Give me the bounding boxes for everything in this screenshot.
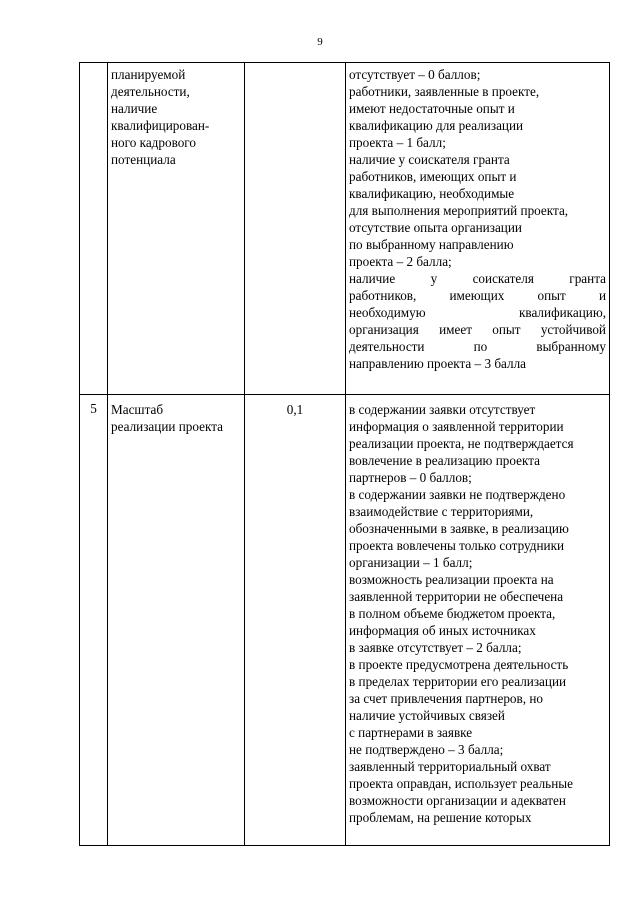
description-line: реализации проекта, не подтверждается — [349, 436, 574, 451]
criterion-line: квалифицирован- — [111, 118, 210, 133]
description-line: проблемам, на решение которых — [349, 810, 532, 825]
description-line: наличие у соискателя гранта — [349, 271, 606, 286]
description-line: в содержании заявки отсутствует — [349, 402, 536, 417]
criterion-line: реализации проекта — [111, 419, 224, 434]
description-line: проекта вовлечены только сотрудники — [349, 538, 565, 553]
description-line: в проекте предусмотрена деятельность — [349, 657, 569, 672]
description-line: для выполнения мероприятий проекта, — [349, 203, 569, 218]
description-line: отсутствует – 0 баллов; — [349, 67, 481, 82]
criterion-cell — [108, 63, 245, 395]
description-line: возможность реализации проекта на — [349, 572, 554, 587]
weight-cell: 0,1 — [245, 395, 346, 846]
description-line: вовлечение в реализацию проекта — [349, 453, 540, 468]
description-line: заявленной территории не обеспечена — [349, 589, 564, 604]
description-line: информация об иных источниках — [349, 623, 536, 638]
description-line: деятельности по выбранному — [349, 339, 606, 354]
description-line: работники, заявленные в проекте, — [349, 84, 540, 99]
table-row — [80, 395, 610, 846]
criterion-line: наличие — [111, 101, 158, 116]
description-line: работников, имеющих опыт и — [349, 288, 606, 303]
description-line: по выбранному направлению — [349, 237, 514, 252]
description-line: направлению проекта – 3 балла — [349, 356, 527, 371]
description-line: квалификацию, необходимые — [349, 186, 515, 201]
description-line: организация имеет опыт устойчивой — [349, 322, 606, 337]
description-line: информация о заявленной территории — [349, 419, 564, 434]
description-line: с партнерами в заявке — [349, 725, 473, 740]
description-line: в полном объеме бюджетом проекта, — [349, 606, 556, 621]
criterion-line: Масштаб — [111, 402, 164, 417]
description-line: организации – 1 балл; — [349, 555, 473, 570]
description-line: проекта – 1 балл; — [349, 135, 446, 150]
criterion-line: деятельности, — [111, 84, 190, 99]
description-line: проекта – 2 балла; — [349, 254, 452, 269]
row-number — [80, 63, 108, 395]
description-line: отсутствие опыта организации — [349, 220, 522, 235]
weight-cell — [245, 63, 346, 395]
row-number: 5 — [80, 395, 108, 846]
description-line: наличие устойчивых связей — [349, 708, 505, 723]
table-row — [80, 63, 610, 395]
description-line: имеют недостаточные опыт и — [349, 101, 515, 116]
description-line: наличие у соискателя гранта — [349, 152, 510, 167]
description-line: партнеров – 0 баллов; — [349, 470, 472, 485]
description-line: в заявке отсутствует – 2 балла; — [349, 640, 522, 655]
criterion-cell — [108, 395, 245, 846]
description-line: работников, имеющих опыт и — [349, 169, 517, 184]
criterion-line: планируемой — [111, 67, 186, 82]
description-line: обозначенными в заявке, в реализацию — [349, 521, 569, 536]
description-line: возможности организации и адекватен — [349, 793, 566, 808]
description-cell — [346, 395, 610, 846]
criterion-line: потенциала — [111, 152, 176, 167]
description-line: проекта оправдан, использует реальные — [349, 776, 573, 791]
page-number: 9 — [317, 36, 323, 48]
description-line: заявленный территориальный охват — [349, 759, 551, 774]
criterion-line: ного кадрового — [111, 135, 196, 150]
description-line: квалификацию для реализации — [349, 118, 524, 133]
description-line: в пределах территории его реализации — [349, 674, 567, 689]
description-line: за счет привлечения партнеров, но — [349, 691, 543, 706]
criteria-table — [79, 62, 610, 846]
description-line: не подтверждено – 3 балла; — [349, 742, 504, 757]
description-line: необходимую квалификацию, — [349, 305, 606, 320]
description-line: взаимодействие с территориями, — [349, 504, 534, 519]
description-line: в содержании заявки не подтверждено — [349, 487, 566, 502]
description-cell — [346, 63, 610, 395]
